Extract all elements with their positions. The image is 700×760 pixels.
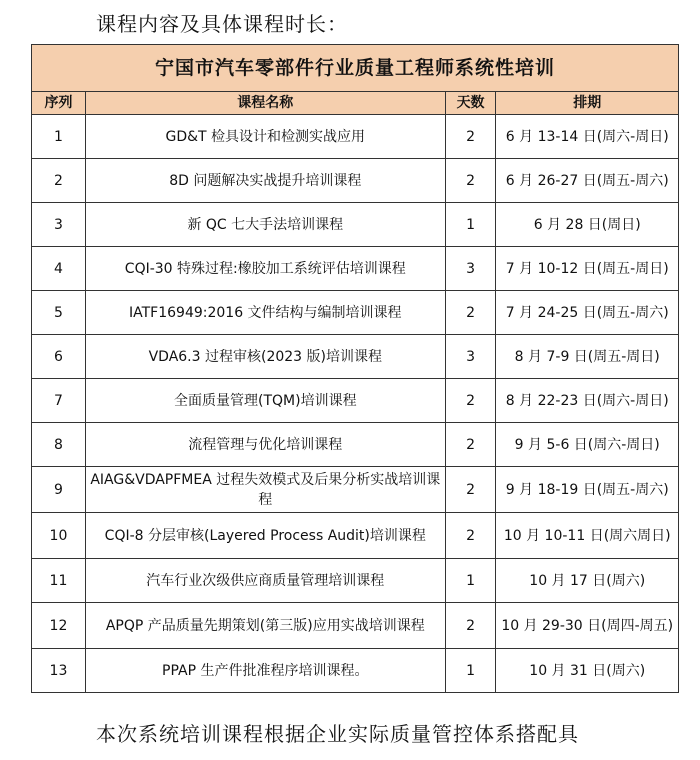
table-row [32, 335, 679, 379]
cell-schedule: 10 月 10-11 日(周六周日) [496, 513, 679, 559]
cell-days: 1 [445, 649, 496, 693]
cell-days: 2 [445, 159, 496, 203]
table-row [32, 203, 679, 247]
cell-schedule: 8 月 7-9 日(周五-周日) [496, 335, 679, 379]
cell-schedule: 9 月 18-19 日(周五-周六) [496, 467, 679, 513]
cell-course-name: APQP 产品质量先期策划(第三版)应用实战培训课程 [85, 603, 445, 649]
table-row [32, 379, 679, 423]
cell-schedule: 9 月 5-6 日(周六-周日) [496, 423, 679, 467]
cell-days: 2 [445, 115, 496, 159]
cell-days: 2 [445, 603, 496, 649]
table-row [32, 159, 679, 203]
table-row [32, 115, 679, 159]
cell-course-name: 全面质量管理(TQM)培训课程 [85, 379, 445, 423]
course-schedule-table [31, 44, 679, 693]
cell-no: 1 [32, 115, 86, 159]
cell-course-name: CQI-30 特殊过程:橡胶加工系统评估培训课程 [85, 247, 445, 291]
header-days: 天数 [445, 92, 496, 115]
cell-schedule: 10 月 17 日(周六) [496, 559, 679, 603]
cell-days: 3 [445, 335, 496, 379]
table-row [32, 603, 679, 649]
cell-days: 1 [445, 559, 496, 603]
cell-schedule: 7 月 10-12 日(周五-周日) [496, 247, 679, 291]
cell-schedule: 7 月 24-25 日(周五-周六) [496, 291, 679, 335]
outro-text: 本次系统培训课程根据企业实际质量管控体系搭配具 [96, 722, 579, 746]
cell-schedule: 6 月 28 日(周日) [496, 203, 679, 247]
cell-schedule: 6 月 26-27 日(周五-周六) [496, 159, 679, 203]
cell-schedule: 8 月 22-23 日(周六-周日) [496, 379, 679, 423]
cell-course-name: 流程管理与优化培训课程 [85, 423, 445, 467]
table-row [32, 649, 679, 693]
header-schedule: 排期 [496, 92, 679, 115]
table-row [32, 467, 679, 513]
cell-days: 2 [445, 291, 496, 335]
cell-no: 2 [32, 159, 86, 203]
cell-no: 9 [32, 467, 86, 513]
cell-course-name: GD&T 检具设计和检测实战应用 [85, 115, 445, 159]
cell-no: 5 [32, 291, 86, 335]
cell-schedule: 10 月 31 日(周六) [496, 649, 679, 693]
cell-days: 1 [445, 203, 496, 247]
cell-no: 4 [32, 247, 86, 291]
cell-course-name: CQI-8 分层审核(Layered Process Audit)培训课程 [85, 513, 445, 559]
cell-schedule: 6 月 13-14 日(周六-周日) [496, 115, 679, 159]
intro-text: 课程内容及具体课程时长： [96, 12, 348, 36]
table-row [32, 559, 679, 603]
cell-course-name: 汽车行业次级供应商质量管理培训课程 [85, 559, 445, 603]
cell-no: 11 [32, 559, 86, 603]
cell-schedule: 10 月 29-30 日(周四-周五) [496, 603, 679, 649]
cell-no: 8 [32, 423, 86, 467]
cell-no: 13 [32, 649, 86, 693]
cell-no: 6 [32, 335, 86, 379]
table-header-row [32, 92, 679, 115]
cell-days: 2 [445, 467, 496, 513]
cell-course-name: 新 QC 七大手法培训课程 [85, 203, 445, 247]
cell-no: 12 [32, 603, 86, 649]
table-row [32, 291, 679, 335]
cell-course-name: PPAP 生产件批准程序培训课程。 [85, 649, 445, 693]
table-title-row [32, 45, 679, 92]
cell-course-name: VDA6.3 过程审核(2023 版)培训课程 [85, 335, 445, 379]
cell-no: 10 [32, 513, 86, 559]
cell-days: 2 [445, 513, 496, 559]
table-row [32, 423, 679, 467]
cell-course-name: IATF16949:2016 文件结构与编制培训课程 [85, 291, 445, 335]
table-row [32, 247, 679, 291]
cell-no: 7 [32, 379, 86, 423]
table-title: 宁国市汽车零部件行业质量工程师系统性培训 [32, 45, 679, 92]
cell-course-name: 8D 问题解决实战提升培训课程 [85, 159, 445, 203]
header-course-name: 课程名称 [85, 92, 445, 115]
table-row [32, 513, 679, 559]
cell-days: 2 [445, 379, 496, 423]
cell-course-name: AIAG&VDAPFMEA 过程失效模式及后果分析实战培训课程 [85, 467, 445, 513]
header-no: 序列 [32, 92, 86, 115]
cell-no: 3 [32, 203, 86, 247]
cell-days: 3 [445, 247, 496, 291]
cell-days: 2 [445, 423, 496, 467]
